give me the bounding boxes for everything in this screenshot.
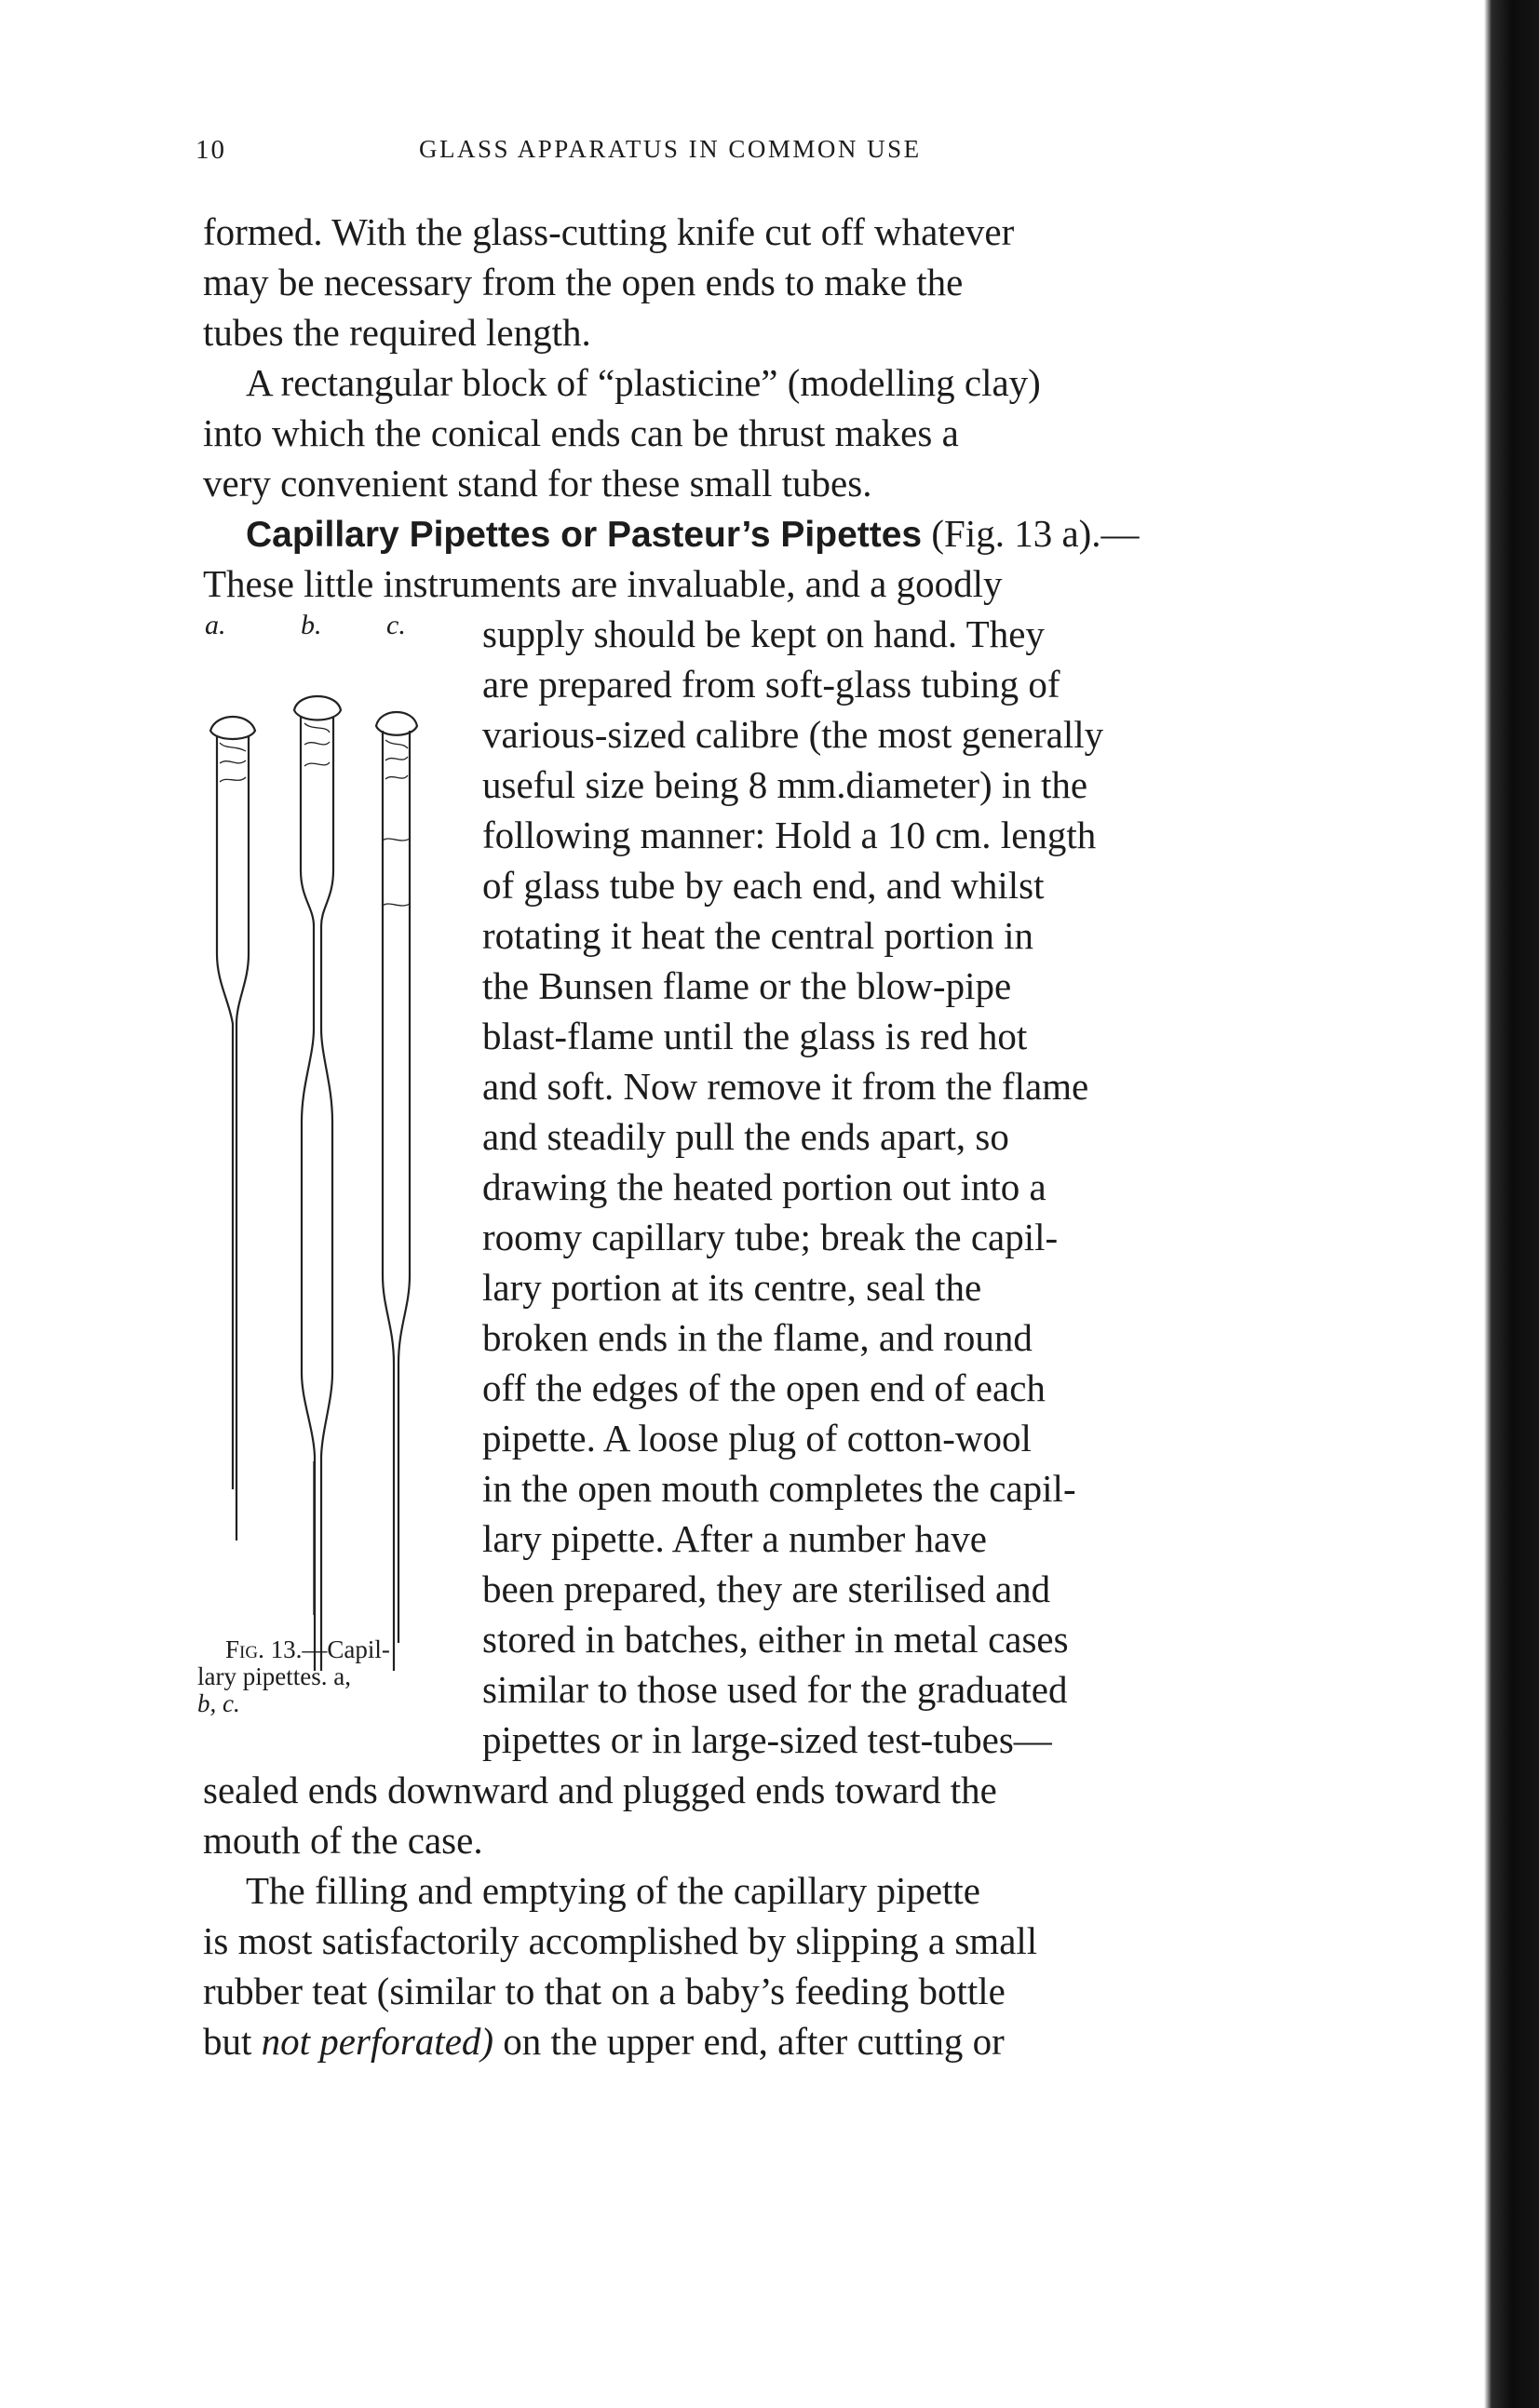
figure-label-b: b. — [301, 610, 322, 640]
text-line: lary portion at its centre, seal the — [482, 1266, 982, 1309]
section-heading: Capillary Pipettes or Pasteur’s Pipettes — [246, 515, 923, 555]
text-line: and soft. Now remove it from the flame — [482, 1065, 1089, 1108]
text-line: useful size being 8 mm.diameter) in the — [482, 763, 1088, 806]
text-line: of glass tube by each end, and whilst — [482, 864, 1045, 907]
text-line: blast-flame until the glass is red hot — [482, 1015, 1028, 1057]
text-line: pipettes or in large-sized test-tubes— — [482, 1718, 1052, 1761]
text-line: various-sized calibre (the most generally — [482, 713, 1104, 756]
page-number: 10 — [196, 135, 226, 165]
page-header — [196, 135, 1033, 172]
paragraph-4 — [203, 1865, 1229, 2066]
text-line: into which the conical ends can be thrust makes a — [203, 411, 959, 454]
section-heading-line — [203, 508, 1229, 558]
text-line: off the edges of the open end of each — [482, 1366, 1046, 1409]
text-line: and steadily pull the ends apart, so — [482, 1115, 1009, 1158]
text-line: is most satisfactorily accomplished by slipping a small — [203, 1919, 1038, 1962]
text-line: sealed ends downward and plugged ends toward the — [203, 1769, 997, 1811]
text-line: rotating it heat the central portion in — [482, 914, 1034, 957]
figure-caption — [197, 1636, 477, 1717]
pipette-c-drawing — [376, 712, 417, 1671]
text-line-last — [203, 2016, 1229, 2066]
text-line: in the open mouth completes the capil- — [482, 1467, 1076, 1510]
caption-line: lary pipettes. a, — [197, 1662, 351, 1690]
figure-label-c: c. — [386, 610, 406, 640]
text-line: similar to those used for the graduated — [482, 1668, 1068, 1711]
pipette-b-drawing — [294, 696, 341, 1671]
text-fragment: but — [203, 2020, 262, 2063]
text-fragment: on the upper end, after cutting or — [493, 2020, 1005, 2063]
pipette-a-drawing — [210, 717, 255, 1540]
italic-emphasis: not perforated) — [261, 2020, 494, 2063]
text-line: stored in batches, either in metal cases — [482, 1618, 1069, 1661]
text-line: the Bunsen flame or the blow-pipe — [482, 964, 1012, 1007]
text-line: These little instruments are invaluable, and a goodly — [203, 562, 1003, 605]
text-line: tubes the required length. — [203, 311, 591, 354]
caption-text: 13.—Capil- — [263, 1635, 390, 1663]
text-line: formed. With the glass-cutting knife cut off whatever — [203, 210, 1015, 253]
caption-fig-prefix: Fig. — [225, 1635, 264, 1663]
caption-line: b, c. — [197, 1689, 240, 1717]
text-line: A rectangular block of “plasticine” (modelling clay) — [246, 361, 1041, 404]
caption-line — [197, 1636, 477, 1663]
pipettes-illustration — [196, 656, 475, 1671]
text-line: roomy capillary tube; break the capil- — [482, 1216, 1059, 1258]
text-line: are prepared from soft-glass tubing of — [482, 663, 1060, 706]
text-line: following manner: Hold a 10 cm. length — [482, 814, 1097, 856]
page-edge-shadow — [1484, 0, 1539, 2408]
wrapped-text-column — [482, 609, 1229, 1765]
text-line: The filling and emptying of the capillary pipette — [246, 1869, 981, 1912]
section-continuation — [203, 1765, 1229, 1865]
text-line: very convenient stand for these small tubes. — [203, 462, 872, 504]
text-line: lary pipette. After a number have — [482, 1517, 987, 1560]
figure-label-a: a. — [205, 610, 226, 640]
running-title: GLASS APPARATUS IN COMMON USE — [419, 135, 922, 163]
figure-13-capillary-pipettes — [196, 610, 475, 1671]
paragraph-2 — [203, 357, 1229, 508]
text-line: rubber teat (similar to that on a baby’s feeding bottle — [203, 1970, 1006, 2012]
text-line: supply should be kept on hand. They — [482, 612, 1045, 655]
text-line: broken ends in the flame, and round — [482, 1316, 1033, 1359]
text-line: may be necessary from the open ends to make the — [203, 261, 964, 303]
text-line: been prepared, they are sterilised and — [482, 1567, 1051, 1610]
figure-reference: (Fig. 13 a).— — [931, 512, 1140, 555]
text-line: pipette. A loose plug of cotton-wool — [482, 1417, 1032, 1460]
paragraph-1 — [203, 207, 1229, 357]
section-capillary-pipettes — [203, 508, 1229, 609]
text-line: drawing the heated portion out into a — [482, 1165, 1046, 1208]
text-line: mouth of the case. — [203, 1819, 483, 1862]
